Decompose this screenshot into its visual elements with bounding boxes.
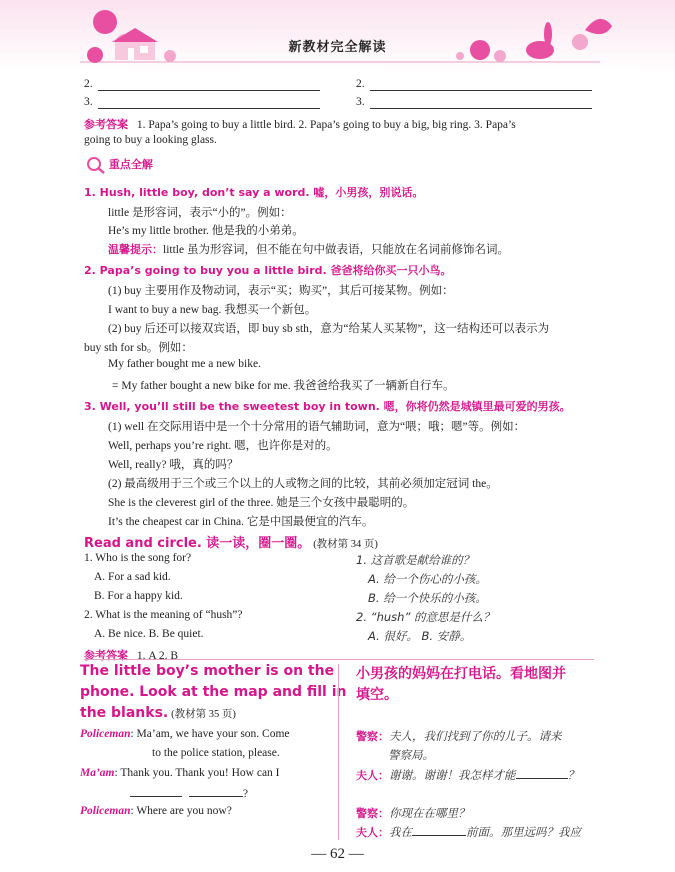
reference-answer-text: 1. Papa’s going to buy a little bird. 2. Papa’s going to buy a big, big ring. 3. Papa’s xyxy=(136,119,516,131)
answer-line xyxy=(370,90,592,91)
kp3-text: (1) well 在交际用语中是一个十分常用的语气辅助词，意为“喂；哦；嗯”等。例如： xyxy=(108,421,526,433)
magnifier-icon xyxy=(86,156,106,174)
kp3-example: It’s the cheapest car in China. 它是中国最便宜的汽车。 xyxy=(108,516,374,528)
kp2-example: = My father bought a new bike for me. 我爸爸给我买了一辆新自行车。 xyxy=(112,380,455,392)
header-title: 新教材完全解读 xyxy=(288,40,387,55)
question: 1. Who is the song for? xyxy=(84,552,192,564)
key-points-title: 重点全解 xyxy=(86,156,153,174)
kp2-example: I want to buy a new bag. 我想买一个新包。 xyxy=(108,304,317,316)
phone-heading-cn: 小男孩的妈妈在打电话。看地图并 xyxy=(356,666,566,682)
reference-answer-text: going to buy a looking glass. xyxy=(84,134,217,146)
kp1-text: little 是形容词，表示“小的”。例如： xyxy=(108,207,292,219)
option: A. For a sad kid. xyxy=(94,571,171,583)
kp2-text: (2) buy 后还可以接双宾语，即 buy sb sth，意为“给某人买某物”，这一结构还可以表示为 xyxy=(108,323,550,335)
kp3-heading: 3. Well, you’ll still be the sweetest boy in town. 嗯，你将仍然是城镇里最可爱的男孩。 xyxy=(84,400,571,413)
textbook-reference: (教材第 35 页) xyxy=(171,709,236,720)
question-mark: ? xyxy=(242,788,248,800)
cn-speaker-madam: 夫人： xyxy=(356,826,389,839)
cn-dialogue-line: 我在 xyxy=(389,825,412,839)
cn-dialogue-line: 你现在在哪里？ xyxy=(389,806,470,820)
answer-line xyxy=(98,108,320,109)
reference-answer-label: 参考答案 xyxy=(84,649,128,662)
answer-line xyxy=(98,90,320,91)
section-divider xyxy=(84,659,594,660)
column-divider xyxy=(338,664,339,840)
kp3-text: (2) 最高级用于三个或三个以上的人或物之间的比较，其前必须加定冠词 the。 xyxy=(108,478,498,490)
option: A. Be nice. B. Be quiet. xyxy=(94,628,204,640)
phone-heading: The little boy’s mother is on the xyxy=(80,663,335,679)
kp2-text: (1) buy 主要用作及物动词，表示“买；购买”，其后可接某物。例如： xyxy=(108,285,454,297)
kp2-text: buy sth for sb。例如： xyxy=(84,342,193,354)
cn-dialogue-line: 夫人，我们找到了你的儿子。请来 xyxy=(389,729,562,743)
speaker-maam: Ma’am xyxy=(80,767,115,779)
cn-speaker-madam: 夫人： xyxy=(356,769,389,782)
kp3-example: Well, perhaps you’re right. 嗯，也许你是对的。 xyxy=(108,440,338,452)
dialogue-line: : Thank you. Thank you! How can I xyxy=(114,767,280,779)
read-circle-heading: Read and circle. 读一读，圈一圈。 xyxy=(84,536,311,551)
reference-answer-label: 参考答案 xyxy=(84,118,128,131)
fill-blank[interactable] xyxy=(189,786,243,797)
kp3-example: She is the cleverest girl of the three. 她是三个女孩中最聪明的。 xyxy=(108,497,415,509)
dialogue-line: : Where are you now? xyxy=(130,805,232,817)
kp3-example: Well, really? 哦，真的吗？ xyxy=(108,459,239,471)
question-mark: ？ xyxy=(567,768,579,782)
cn-option: A. 很好。 B. 安静。 xyxy=(368,629,472,643)
answer-line-label-2: 2. xyxy=(84,78,93,90)
phone-heading: phone. Look at the map and fill in xyxy=(80,684,347,700)
phone-heading: the blanks. xyxy=(80,705,169,721)
cn-dialogue-line: 谢谢。谢谢！我怎样才能 xyxy=(389,768,516,782)
phone-heading-cn: 填空。 xyxy=(356,687,398,703)
speaker-policeman: Policeman xyxy=(80,805,131,817)
answer-line-label-3: 3. xyxy=(356,96,365,108)
fill-blank[interactable] xyxy=(412,825,466,836)
fill-blank[interactable] xyxy=(516,768,568,779)
cn-speaker-police: 警察： xyxy=(356,730,389,743)
option: B. For a happy kid. xyxy=(94,590,183,602)
dialogue-line: : Ma’am, we have your son. Come xyxy=(130,728,290,740)
textbook-reference: (教材第 34 页) xyxy=(313,539,378,550)
cn-dialogue-line: 前面。那里远吗？我应 xyxy=(466,825,581,839)
cn-question: 1. 这首歌是献给谁的？ xyxy=(356,553,475,567)
dialogue-line: to the police station, please. xyxy=(152,747,280,759)
kp1-heading: 1. Hush, little boy, don’t say a word. 嘘，小男孩，别说话。 xyxy=(84,186,424,199)
speaker-policeman: Policeman xyxy=(80,728,131,740)
fill-blank[interactable] xyxy=(130,786,182,797)
cn-dialogue-line: 警察局。 xyxy=(388,748,434,762)
kp2-heading: 2. Papa’s going to buy you a little bird. 爸爸将给你买一只小鸟。 xyxy=(84,264,452,277)
tip-text: little 虽为形容词，但不能在句中做表语，只能放在名词前修饰名词。 xyxy=(163,244,509,256)
answer-line-label-2: 2. xyxy=(356,78,365,90)
page-number: — 62 — xyxy=(311,846,364,862)
cn-speaker-police: 警察： xyxy=(356,807,389,820)
tip-label: 温馨提示： xyxy=(108,243,163,256)
cn-question: 2. “hush” 的意思是什么？ xyxy=(356,610,495,624)
answer-line xyxy=(370,108,592,109)
reference-answer-text: 1. A 2. B xyxy=(136,650,179,662)
kp2-example: My father bought me a new bike. xyxy=(108,358,261,370)
cn-option: B. 给一个快乐的小孩。 xyxy=(368,591,487,605)
answer-line-label-3: 3. xyxy=(84,96,93,108)
cn-option: A. 给一个伤心的小孩。 xyxy=(368,572,487,586)
kp1-example: He’s my little brother. 他是我的小弟弟。 xyxy=(108,225,304,237)
question: 2. What is the meaning of “hush”? xyxy=(84,609,243,621)
